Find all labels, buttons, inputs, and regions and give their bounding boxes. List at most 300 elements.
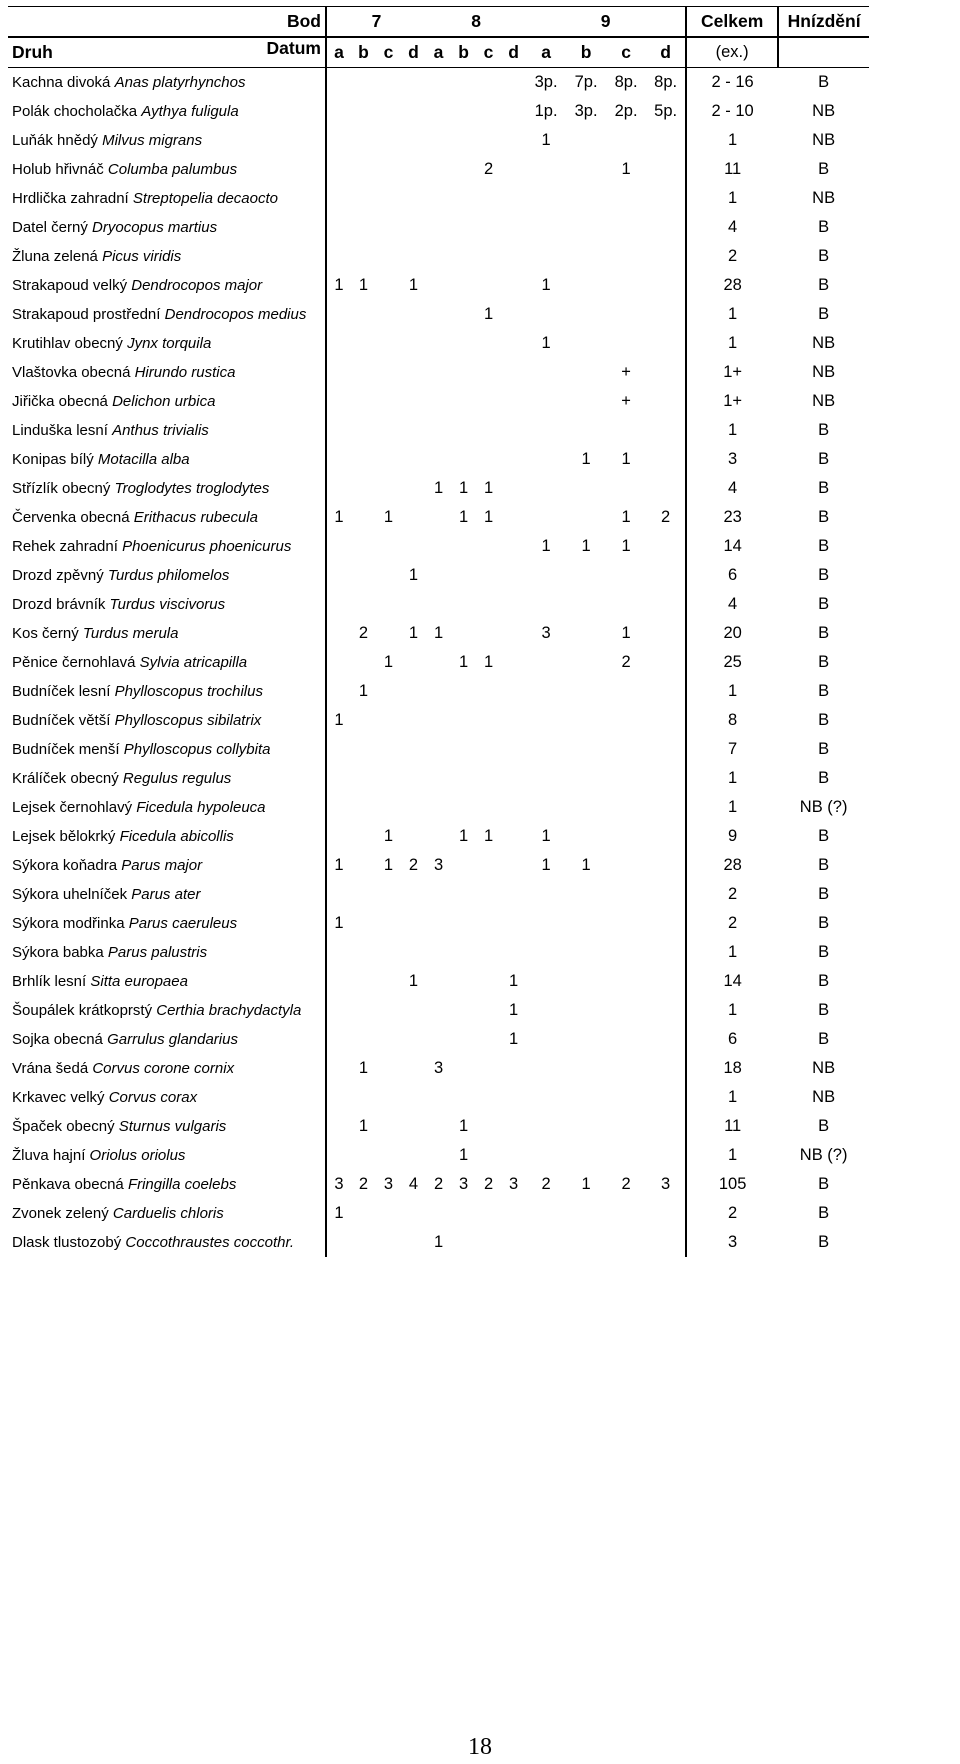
nesting-status-cell: B <box>818 305 830 323</box>
celkem-cell: 9 <box>686 822 778 851</box>
count-cell <box>326 1112 351 1141</box>
count-cell <box>566 1054 606 1083</box>
count-cell <box>526 938 566 967</box>
table-row <box>8 329 869 358</box>
species-common-name: Brhlík lesní <box>12 973 87 990</box>
celkem-cell: 1 <box>686 184 778 213</box>
count-cell: + <box>621 392 631 410</box>
count-cell <box>426 1199 451 1228</box>
count-cell <box>501 387 526 416</box>
count-cell <box>566 1141 606 1170</box>
count-cell <box>451 706 476 735</box>
count-cell <box>326 938 351 967</box>
count-cell <box>401 735 426 764</box>
count-cell <box>451 1025 476 1054</box>
species-latin-name: Troglodytes troglodytes <box>114 480 270 497</box>
count-cell: 2 <box>433 1175 444 1193</box>
table-row <box>8 474 869 503</box>
celkem-cell: 1 <box>686 677 778 706</box>
count-cell: 1 <box>458 827 469 845</box>
count-cell <box>566 967 606 996</box>
species-name-cell <box>8 213 326 242</box>
count-cell <box>501 735 526 764</box>
count-cell <box>401 97 426 126</box>
count-cell <box>351 1199 376 1228</box>
count-cell: 1 <box>581 856 591 874</box>
celkem-cell: 3 <box>686 445 778 474</box>
species-name-cell <box>8 938 326 967</box>
species-name-cell <box>8 532 326 561</box>
hnizdeni-header: Hnízdění <box>778 7 869 38</box>
count-cell <box>566 1112 606 1141</box>
count-cell <box>646 1228 686 1257</box>
celkem-cell: 2 <box>686 909 778 938</box>
celkem-cell: 23 <box>686 503 778 532</box>
count-cell <box>326 213 351 242</box>
table-row <box>8 909 869 938</box>
species-common-name: Strakapoud prostřední <box>12 306 161 323</box>
count-cell <box>376 155 401 184</box>
count-cell <box>501 416 526 445</box>
count-cell <box>606 938 646 967</box>
table-row <box>8 416 869 445</box>
nesting-status-cell: B <box>818 450 830 468</box>
species-common-name: Hrdlička zahradní <box>12 190 129 207</box>
count-cell <box>351 909 376 938</box>
count-cell <box>606 474 646 503</box>
count-cell <box>451 880 476 909</box>
count-cell <box>451 1199 476 1228</box>
species-latin-name: Erithacus rubecula <box>133 509 258 526</box>
species-common-name: Drozd brávník <box>12 596 106 613</box>
nesting-status-cell: B <box>818 1001 830 1019</box>
count-cell <box>401 996 426 1025</box>
count-cell <box>451 764 476 793</box>
count-cell <box>566 590 606 619</box>
point-9-header: 9 <box>526 7 686 38</box>
count-cell <box>501 155 526 184</box>
count-cell <box>646 1054 686 1083</box>
count-cell <box>646 735 686 764</box>
count-cell <box>646 387 686 416</box>
count-cell <box>606 1199 646 1228</box>
species-common-name: Jiřička obecná <box>12 393 108 410</box>
count-cell <box>646 996 686 1025</box>
celkem-cell: 1 <box>686 938 778 967</box>
count-cell <box>566 996 606 1025</box>
count-cell: 1 <box>458 1146 469 1164</box>
count-cell <box>401 938 426 967</box>
count-cell: 5p. <box>654 102 678 120</box>
count-cell <box>646 474 686 503</box>
count-cell <box>526 967 566 996</box>
count-cell <box>326 242 351 271</box>
count-cell <box>501 242 526 271</box>
count-cell <box>351 1141 376 1170</box>
nesting-status-cell: NB <box>812 363 836 381</box>
nesting-status-cell: B <box>818 160 830 178</box>
count-cell <box>501 648 526 677</box>
count-cell <box>476 764 501 793</box>
count-cell <box>326 967 351 996</box>
species-common-name: Špaček obecný <box>12 1118 115 1135</box>
species-latin-name: Delichon urbica <box>112 393 216 410</box>
count-cell <box>501 851 526 880</box>
count-cell <box>451 590 476 619</box>
count-cell <box>501 793 526 822</box>
count-cell <box>326 387 351 416</box>
species-name-cell <box>8 967 326 996</box>
count-cell <box>351 735 376 764</box>
count-cell <box>501 126 526 155</box>
count-cell <box>351 126 376 155</box>
count-cell <box>526 1025 566 1054</box>
count-cell <box>351 590 376 619</box>
count-cell <box>376 561 401 590</box>
count-cell <box>326 532 351 561</box>
count-cell <box>476 1199 501 1228</box>
species-name-cell <box>8 590 326 619</box>
count-cell <box>426 300 451 329</box>
count-cell <box>351 706 376 735</box>
species-latin-name: Columba palumbus <box>107 161 238 178</box>
celkem-cell: 1 <box>686 416 778 445</box>
count-cell: 1 <box>581 537 591 555</box>
count-cell <box>526 1083 566 1112</box>
count-cell <box>606 300 646 329</box>
count-cell <box>476 1054 501 1083</box>
count-cell <box>566 358 606 387</box>
nesting-status-cell: B <box>818 856 830 874</box>
table-row <box>8 126 869 155</box>
table-row <box>8 358 869 387</box>
table-row <box>8 213 869 242</box>
count-cell <box>566 648 606 677</box>
nesting-status-cell: B <box>818 769 830 787</box>
species-common-name: Polák chocholačka <box>12 103 138 120</box>
count-cell <box>376 1025 401 1054</box>
point-7-header: 7 <box>326 7 426 38</box>
species-latin-name: Turdus merula <box>82 625 179 642</box>
species-latin-name: Parus caeruleus <box>128 915 238 932</box>
count-cell <box>566 735 606 764</box>
count-cell <box>646 1025 686 1054</box>
table-row <box>8 1083 869 1112</box>
count-cell <box>566 300 606 329</box>
count-cell: 1 <box>383 856 394 874</box>
species-common-name: Pěnice černohlavá <box>12 654 136 671</box>
count-cell: 1 <box>508 1001 519 1019</box>
count-cell <box>501 1199 526 1228</box>
species-common-name: Kos černý <box>12 625 79 642</box>
count-cell: 3p. <box>534 73 558 91</box>
count-cell <box>351 793 376 822</box>
nesting-status-cell: B <box>818 914 830 932</box>
count-cell <box>376 416 401 445</box>
count-cell <box>426 416 451 445</box>
count-cell <box>426 242 451 271</box>
count-cell <box>426 648 451 677</box>
count-cell <box>606 126 646 155</box>
celkem-cell: 6 <box>686 561 778 590</box>
nesting-status-cell: B <box>818 885 830 903</box>
species-name-cell <box>8 503 326 532</box>
celkem-cell: 2 <box>686 1199 778 1228</box>
species-latin-name: Garrulus glandarius <box>107 1031 238 1048</box>
count-cell <box>606 213 646 242</box>
count-cell <box>566 271 606 300</box>
count-cell <box>451 126 476 155</box>
count-cell <box>451 387 476 416</box>
count-cell <box>401 1025 426 1054</box>
count-cell: 1 <box>621 160 631 178</box>
celkem-cell: 105 <box>686 1170 778 1199</box>
count-cell <box>426 764 451 793</box>
count-cell <box>476 387 501 416</box>
nesting-status-cell: B <box>818 1175 830 1193</box>
species-name-cell <box>8 329 326 358</box>
count-cell: 1p. <box>534 102 558 120</box>
species-common-name: Budníček lesní <box>12 683 111 700</box>
count-cell <box>566 184 606 213</box>
table-row <box>8 793 869 822</box>
table-row <box>8 764 869 793</box>
count-cell <box>501 213 526 242</box>
species-common-name: Lejsek bělokrký <box>12 828 116 845</box>
species-common-name: Střízlík obecný <box>12 480 111 497</box>
nesting-status-cell: B <box>818 1117 830 1135</box>
count-cell <box>351 1083 376 1112</box>
count-cell <box>376 213 401 242</box>
count-cell: 1 <box>508 972 519 990</box>
count-cell <box>526 242 566 271</box>
count-cell <box>451 967 476 996</box>
species-name-cell <box>8 126 326 155</box>
count-cell <box>376 184 401 213</box>
table-row <box>8 68 869 98</box>
table-row <box>8 1228 869 1257</box>
count-cell <box>606 1054 646 1083</box>
species-common-name: Sýkora uhelníček <box>12 886 128 903</box>
species-latin-name: Phylloscopus trochilus <box>114 683 263 700</box>
count-cell <box>401 1083 426 1112</box>
nesting-status-cell: B <box>818 421 830 439</box>
species-common-name: Lejsek černohlavý <box>12 799 133 816</box>
count-cell <box>606 242 646 271</box>
page-number: 18 <box>468 1734 492 1760</box>
celkem-cell: 25 <box>686 648 778 677</box>
count-cell <box>646 300 686 329</box>
species-latin-name: Parus major <box>121 857 203 874</box>
count-cell <box>326 474 351 503</box>
count-cell <box>351 851 376 880</box>
count-cell <box>476 706 501 735</box>
count-cell <box>606 996 646 1025</box>
count-cell <box>326 68 351 98</box>
count-cell <box>526 503 566 532</box>
species-common-name: Krkavec velký <box>12 1089 105 1106</box>
species-common-name: Budníček menší <box>12 741 120 758</box>
count-cell <box>376 532 401 561</box>
count-cell: 1 <box>334 711 344 729</box>
count-cell <box>351 68 376 98</box>
table-row <box>8 1141 869 1170</box>
count-cell <box>351 213 376 242</box>
count-cell: 1 <box>458 653 469 671</box>
species-latin-name: Sitta europaea <box>90 973 188 990</box>
col-8c: c <box>476 37 501 68</box>
count-cell <box>326 1054 351 1083</box>
count-cell <box>326 619 351 648</box>
count-cell <box>376 706 401 735</box>
count-cell <box>501 445 526 474</box>
species-common-name: Pěnkava obecná <box>12 1176 124 1193</box>
count-cell: 2 <box>408 856 419 874</box>
count-cell <box>401 184 426 213</box>
species-common-name: Sojka obecná <box>12 1031 103 1048</box>
count-cell <box>476 996 501 1025</box>
count-cell <box>426 561 451 590</box>
count-cell <box>606 909 646 938</box>
count-cell <box>326 445 351 474</box>
celkem-cell: 1 <box>686 793 778 822</box>
table-row <box>8 1170 869 1199</box>
count-cell <box>376 126 401 155</box>
celkem-cell: 2 - 10 <box>686 97 778 126</box>
count-cell <box>476 97 501 126</box>
nesting-status-cell: B <box>818 247 830 265</box>
species-latin-name: Picus viridis <box>102 248 182 265</box>
col-9c: c <box>606 37 646 68</box>
count-cell <box>401 503 426 532</box>
count-cell <box>606 416 646 445</box>
species-name-cell <box>8 793 326 822</box>
species-name-cell <box>8 97 326 126</box>
count-cell: 1 <box>334 508 344 526</box>
count-cell <box>566 503 606 532</box>
count-cell <box>326 561 351 590</box>
celkem-cell: 20 <box>686 619 778 648</box>
species-latin-name: Sylvia atricapilla <box>139 654 248 671</box>
count-cell <box>646 909 686 938</box>
count-cell <box>606 1112 646 1141</box>
species-name-cell <box>8 155 326 184</box>
count-cell <box>376 764 401 793</box>
count-cell: 1 <box>408 972 419 990</box>
count-cell <box>566 706 606 735</box>
count-cell <box>606 967 646 996</box>
count-cell <box>566 880 606 909</box>
count-cell <box>646 561 686 590</box>
count-cell: 3 <box>433 1059 444 1077</box>
count-cell <box>476 851 501 880</box>
count-cell: 2 <box>483 1175 494 1193</box>
count-cell <box>451 996 476 1025</box>
count-cell <box>376 1228 401 1257</box>
count-cell <box>526 909 566 938</box>
table-row <box>8 590 869 619</box>
count-cell <box>451 329 476 358</box>
count-cell: 1 <box>358 1117 369 1135</box>
count-cell <box>476 1025 501 1054</box>
count-cell <box>426 387 451 416</box>
nesting-status-cell: B <box>818 1030 830 1048</box>
col-9b: b <box>566 37 606 68</box>
count-cell <box>566 387 606 416</box>
nesting-status-cell: B <box>818 595 830 613</box>
count-cell <box>566 474 606 503</box>
table-row <box>8 822 869 851</box>
table-row <box>8 706 869 735</box>
count-cell <box>451 445 476 474</box>
table-row <box>8 97 869 126</box>
count-cell: 1 <box>358 276 369 294</box>
count-cell <box>646 1112 686 1141</box>
count-cell <box>326 184 351 213</box>
species-name-cell <box>8 909 326 938</box>
druh-datum-cell <box>8 37 326 68</box>
count-cell <box>646 271 686 300</box>
count-cell <box>526 387 566 416</box>
species-name-cell <box>8 880 326 909</box>
count-cell <box>566 1083 606 1112</box>
count-cell <box>501 677 526 706</box>
count-cell <box>401 1141 426 1170</box>
species-latin-name: Certhia brachydactyla <box>156 1002 302 1019</box>
count-cell <box>476 590 501 619</box>
count-cell: 1 <box>408 566 419 584</box>
count-cell <box>476 909 501 938</box>
count-cell <box>501 619 526 648</box>
count-cell <box>326 1228 351 1257</box>
table-row <box>8 996 869 1025</box>
count-cell <box>501 532 526 561</box>
species-name-cell <box>8 1228 326 1257</box>
species-name-cell <box>8 648 326 677</box>
nesting-status-cell: NB <box>812 102 836 120</box>
header-row-points <box>8 7 869 38</box>
count-cell <box>351 184 376 213</box>
species-latin-name: Oriolus oriolus <box>89 1147 186 1164</box>
count-cell <box>376 1054 401 1083</box>
count-cell <box>526 706 566 735</box>
count-cell <box>376 474 401 503</box>
count-cell <box>646 590 686 619</box>
species-name-cell <box>8 996 326 1025</box>
count-cell <box>646 938 686 967</box>
ex-label: (ex.) <box>686 37 778 68</box>
count-cell <box>606 329 646 358</box>
count-cell <box>451 184 476 213</box>
species-latin-name: Sturnus vulgaris <box>118 1118 227 1135</box>
count-cell <box>606 184 646 213</box>
col-7a: a <box>326 37 351 68</box>
count-cell <box>401 1112 426 1141</box>
count-cell <box>426 1141 451 1170</box>
count-cell <box>526 735 566 764</box>
celkem-cell: 4 <box>686 590 778 619</box>
species-common-name: Strakapoud velký <box>12 277 128 294</box>
table-row <box>8 387 869 416</box>
species-name-cell <box>8 706 326 735</box>
species-latin-name: Ficedula abicollis <box>119 828 234 845</box>
count-cell <box>526 358 566 387</box>
count-cell <box>526 416 566 445</box>
count-cell: 1 <box>408 276 419 294</box>
species-name-cell <box>8 1170 326 1199</box>
count-cell: 1 <box>581 450 591 468</box>
nesting-status-cell: NB <box>812 189 836 207</box>
